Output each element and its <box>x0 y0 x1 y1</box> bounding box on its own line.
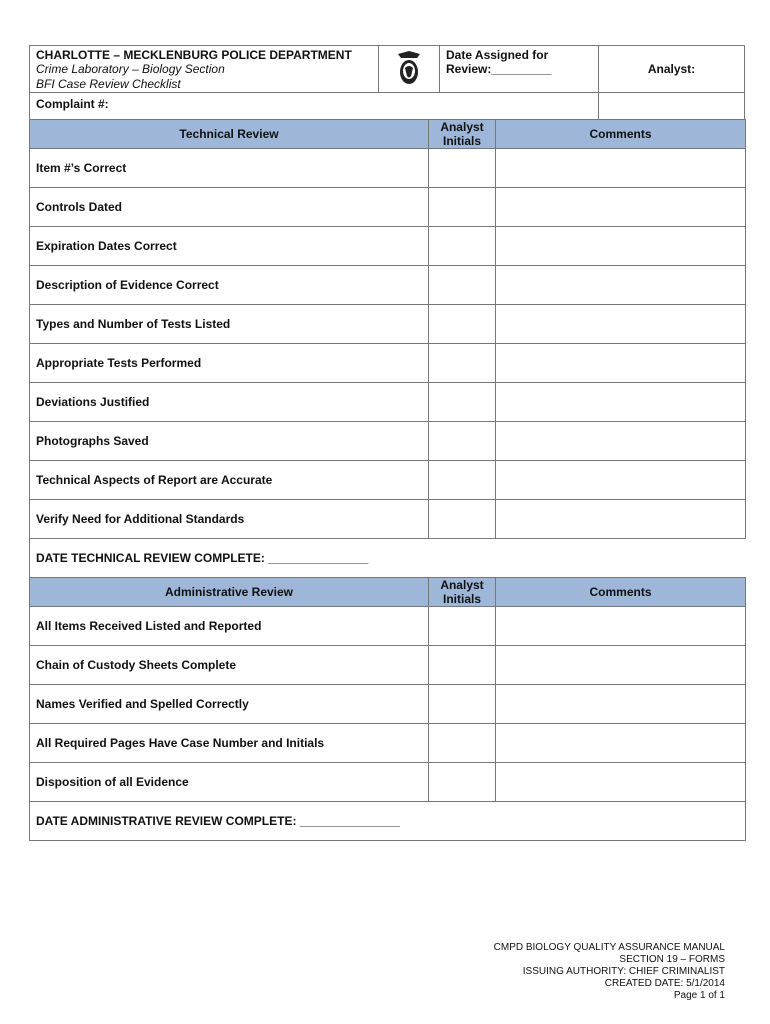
checklist-row <box>30 305 746 344</box>
checklist-item-label: Disposition of all Evidence <box>30 763 429 802</box>
checklist-form <box>29 45 745 841</box>
checklist-row <box>30 500 746 539</box>
footer-manual: CMPD BIOLOGY QUALITY ASSURANCE MANUAL <box>493 942 725 953</box>
footer-page-number: Page 1 of 1 <box>673 990 725 1001</box>
checklist-item-label: Deviations Justified <box>30 383 429 422</box>
initials-header-line1: Analyst <box>440 578 484 592</box>
checklist-row <box>30 607 746 646</box>
comments-cell[interactable] <box>496 344 746 383</box>
administrative-complete-label[interactable]: DATE ADMINISTRATIVE REVIEW COMPLETE: _______________ <box>30 802 746 841</box>
checklist-row <box>30 344 746 383</box>
administrative-initials-header <box>429 578 496 607</box>
checklist-row <box>30 422 746 461</box>
initials-cell[interactable] <box>429 500 496 539</box>
comments-cell[interactable] <box>496 646 746 685</box>
technical-initials-header <box>429 120 496 149</box>
initials-cell[interactable] <box>429 724 496 763</box>
comments-cell[interactable] <box>496 685 746 724</box>
checklist-item-label: Chain of Custody Sheets Complete <box>30 646 429 685</box>
checklist-item-label: Controls Dated <box>30 188 429 227</box>
analyst-label: Analyst: <box>647 62 696 76</box>
comments-cell[interactable] <box>496 149 746 188</box>
date-assigned-blank: Review:_________ <box>446 62 552 76</box>
date-assigned-label: Date Assigned for <box>446 48 549 62</box>
footer-section: SECTION 19 – FORMS <box>619 954 725 965</box>
technical-review-title: Technical Review <box>30 120 429 149</box>
document-footer <box>494 942 725 1002</box>
initials-cell[interactable] <box>429 607 496 646</box>
checklist-item-label: Description of Evidence Correct <box>30 266 429 305</box>
review-table <box>29 119 746 841</box>
initials-cell[interactable] <box>429 188 496 227</box>
initials-cell[interactable] <box>429 685 496 724</box>
footer-created-date: CREATED DATE: 5/1/2014 <box>604 978 725 989</box>
comments-cell[interactable] <box>496 500 746 539</box>
header-titles <box>30 46 378 92</box>
administrative-review-section <box>30 578 746 802</box>
administrative-review-header <box>30 578 746 607</box>
checklist-item-label: Names Verified and Spelled Correctly <box>30 685 429 724</box>
comments-cell[interactable] <box>496 383 746 422</box>
initials-cell[interactable] <box>429 422 496 461</box>
checklist-item-label: Technical Aspects of Report are Accurate <box>30 461 429 500</box>
comments-cell[interactable] <box>496 305 746 344</box>
comments-cell[interactable] <box>496 461 746 500</box>
analyst-field[interactable] <box>598 46 744 92</box>
checklist-item-label: All Required Pages Have Case Number and Initials <box>30 724 429 763</box>
technical-review-section <box>30 120 746 539</box>
administrative-complete-row <box>30 802 746 841</box>
footer-authority: ISSUING AUTHORITY: CHIEF CRIMINALIST <box>522 966 725 977</box>
checklist-item-label: All Items Received Listed and Reported <box>30 607 429 646</box>
initials-cell[interactable] <box>429 763 496 802</box>
checklist-item-label: Photographs Saved <box>30 422 429 461</box>
comments-cell[interactable] <box>496 188 746 227</box>
department-name: CHARLOTTE – MECKLENBURG POLICE DEPARTMENT <box>36 48 352 62</box>
department-logo <box>378 46 439 92</box>
technical-comments-header: Comments <box>496 120 746 149</box>
technical-complete-row <box>30 539 746 578</box>
checklist-row <box>30 188 746 227</box>
initials-cell[interactable] <box>429 305 496 344</box>
checklist-row <box>30 383 746 422</box>
comments-cell[interactable] <box>496 266 746 305</box>
checklist-row <box>30 724 746 763</box>
initials-cell[interactable] <box>429 344 496 383</box>
initials-cell[interactable] <box>429 383 496 422</box>
form-header <box>29 45 745 119</box>
form-title: BFI Case Review Checklist <box>36 77 181 91</box>
hornet-logo-icon <box>396 50 422 88</box>
checklist-item-label: Item #’s Correct <box>30 149 429 188</box>
comments-cell[interactable] <box>496 422 746 461</box>
checklist-row <box>30 227 746 266</box>
checklist-row <box>30 763 746 802</box>
technical-review-header <box>30 120 746 149</box>
initials-cell[interactable] <box>429 461 496 500</box>
initials-cell[interactable] <box>429 266 496 305</box>
checklist-item-label: Types and Number of Tests Listed <box>30 305 429 344</box>
complaint-field[interactable] <box>30 92 598 119</box>
initials-header-line1: Analyst <box>440 120 484 134</box>
checklist-row <box>30 646 746 685</box>
initials-cell[interactable] <box>429 149 496 188</box>
section-name: Crime Laboratory – Biology Section <box>36 62 225 76</box>
technical-complete-label[interactable]: DATE TECHNICAL REVIEW COMPLETE: _______________ <box>30 539 746 578</box>
administrative-review-title: Administrative Review <box>30 578 429 607</box>
checklist-row <box>30 149 746 188</box>
checklist-item-label: Appropriate Tests Performed <box>30 344 429 383</box>
comments-cell[interactable] <box>496 763 746 802</box>
complaint-label: Complaint #: <box>36 97 109 111</box>
comments-cell[interactable] <box>496 724 746 763</box>
initials-cell[interactable] <box>429 646 496 685</box>
checklist-row <box>30 266 746 305</box>
comments-cell[interactable] <box>496 227 746 266</box>
administrative-complete-section <box>30 802 746 841</box>
checklist-item-label: Verify Need for Additional Standards <box>30 500 429 539</box>
initials-header-line2: Initials <box>442 592 481 606</box>
comments-cell[interactable] <box>496 607 746 646</box>
checklist-row <box>30 461 746 500</box>
checklist-item-label: Expiration Dates Correct <box>30 227 429 266</box>
administrative-comments-header: Comments <box>496 578 746 607</box>
initials-header-line2: Initials <box>442 134 481 148</box>
complaint-side-cell <box>598 92 744 119</box>
technical-complete-section <box>30 539 746 578</box>
initials-cell[interactable] <box>429 227 496 266</box>
checklist-row <box>30 685 746 724</box>
date-assigned-field[interactable] <box>439 46 598 92</box>
